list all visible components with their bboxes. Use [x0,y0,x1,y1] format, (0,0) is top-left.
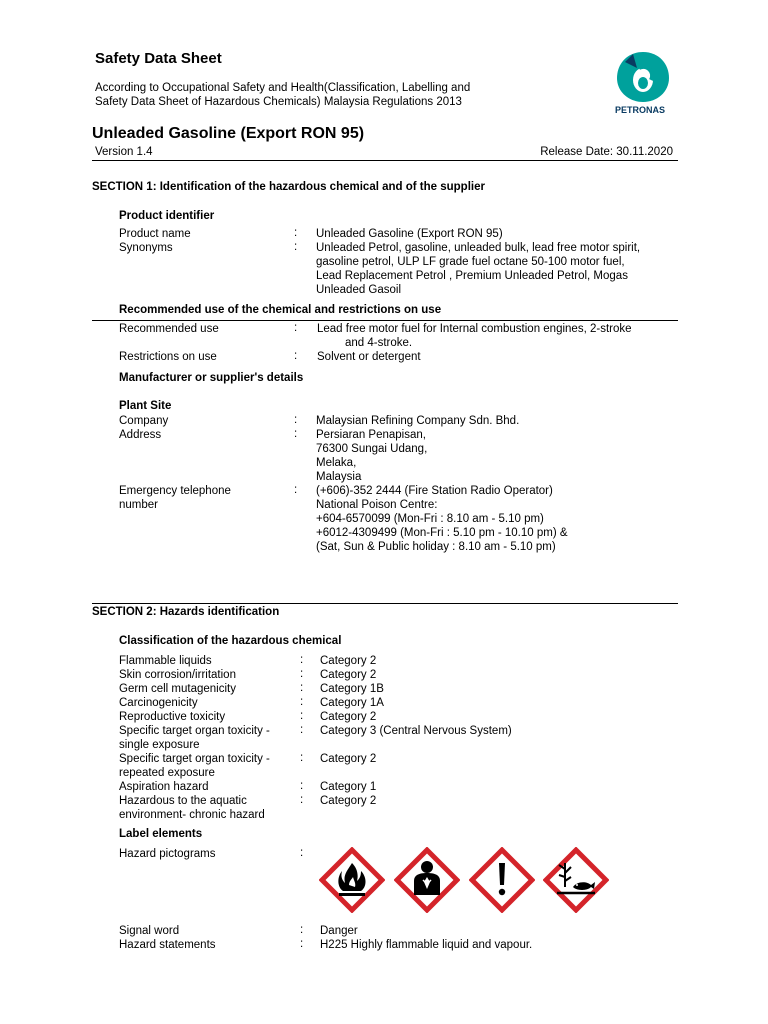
restrictions-label: Restrictions on use [119,351,217,363]
address-line: Melaka, [316,457,357,469]
colon: : [300,724,304,736]
company-label: Company [119,415,169,427]
colon: : [294,350,298,362]
emergency-line: (Sat, Sun & Public holiday : 8.10 am - 5.10 pm) [316,541,556,553]
colon: : [294,484,298,496]
colon: : [300,654,304,666]
classification-value: Category 2 [320,655,377,667]
classification-label: Skin corrosion/irritation [119,669,236,681]
synonyms-line: Lead Replacement Petrol , Premium Unleaded Petrol, Mogas [316,270,628,282]
exclamation-mark-icon [469,847,535,913]
header-divider [92,160,678,161]
classification-label: Specific target organ toxicity - [119,725,270,737]
classification-value: Category 1A [320,697,384,709]
classification-value: Category 3 (Central Nervous System) [320,725,512,737]
emergency-line: +604-6570099 (Mon-Fri : 8.10 am - 5.10 pm) [316,513,544,525]
restrictions-value: Solvent or detergent [317,351,421,363]
hazard-pictograms-label: Hazard pictograms [119,848,216,860]
synonyms-label: Synonyms [119,242,173,254]
classification-value: Category 1 [320,781,377,793]
address-line: Malaysia [316,471,362,483]
health-hazard-icon [394,847,460,913]
recommended-use-line: Lead free motor fuel for Internal combustion engines, 2-stroke [317,323,632,335]
classification-label: Aspiration hazard [119,781,209,793]
colon: : [300,794,304,806]
classification-label: environment- chronic hazard [119,809,265,821]
colon: : [294,414,298,426]
plant-site-heading: Plant Site [119,400,172,412]
emergency-line: National Poison Centre: [316,499,438,511]
product-name-label: Product name [119,228,191,240]
classification-label: Reproductive toxicity [119,711,226,723]
classification-value: Category 2 [320,711,377,723]
colon: : [300,780,304,792]
colon: : [294,428,298,440]
hazard-statement-value: H225 Highly flammable liquid and vapour. [320,939,533,951]
signal-word-value: Danger [320,925,358,937]
classification-value: Category 2 [320,753,377,765]
classification-label: repeated exposure [119,767,215,779]
intro-line-1: According to Occupational Safety and Health(Classification, Labelling and [95,82,471,94]
classification-label: Carcinogenicity [119,697,198,709]
classification-value: Category 2 [320,795,377,807]
flame-icon [319,847,385,913]
manufacturer-heading: Manufacturer or supplier's details [119,372,304,384]
colon: : [300,938,304,950]
signal-word-label: Signal word [119,925,180,937]
version: Version 1.4 [95,146,153,158]
emergency-line: +6012-4309499 (Mon-Fri : 5.10 pm - 10.10 pm) & [316,527,568,539]
classification-label: Hazardous to the aquatic [119,795,247,807]
synonyms-line: Unleaded Petrol, gasoline, unleaded bulk, lead free motor spirit, [316,242,641,254]
product-identifier-heading: Product identifier [119,210,215,222]
colon: : [300,710,304,722]
classification-label: Specific target organ toxicity - [119,753,270,765]
colon: : [300,924,304,936]
colon: : [300,668,304,680]
product-name-value: Unleaded Gasoline (Export RON 95) [316,228,503,240]
classification-heading: Classification of the hazardous chemical [119,635,342,647]
colon: : [294,241,298,253]
recommended-use-label: Recommended use [119,323,219,335]
emergency-label: number [119,499,158,511]
recommended-use-divider [92,320,678,321]
address-line: 76300 Sungai Udang, [316,443,428,455]
colon: : [294,322,298,334]
colon: : [300,752,304,764]
address-label: Address [119,429,162,441]
label-elements-heading: Label elements [119,828,203,840]
classification-label: single exposure [119,739,200,751]
environment-icon [543,847,609,913]
classification-value: Category 2 [320,669,377,681]
document-title: Unleaded Gasoline (Export RON 95) [92,125,365,142]
emergency-label: Emergency telephone [119,485,231,497]
hazard-statements-label: Hazard statements [119,939,216,951]
colon: : [300,847,304,859]
intro-line-2: Safety Data Sheet of Hazardous Chemicals) Malaysia Regulations 2013 [95,96,462,108]
address-line: Persiaran Penapisan, [316,429,426,441]
section-2-divider [92,603,678,604]
document-heading: Safety Data Sheet [95,50,222,67]
petronas-logo-text: PETRONAS [614,105,665,115]
recommended-use-heading: Recommended use of the chemical and restrictions on use [119,304,442,316]
synonyms-line: Unleaded Gasoil [316,284,402,296]
colon: : [300,696,304,708]
emergency-line: (+606)-352 2444 (Fire Station Radio Operator) [316,485,553,497]
section-2-title: SECTION 2: Hazards identification [92,606,280,618]
classification-value: Category 1B [320,683,384,695]
colon: : [294,227,298,239]
classification-label: Flammable liquids [119,655,212,667]
company-value: Malaysian Refining Company Sdn. Bhd. [316,415,520,427]
section-1-title: SECTION 1: Identification of the hazardous chemical and of the supplier [92,181,485,193]
synonyms-line: gasoline petrol, ULP LF grade fuel octane 50-100 motor fuel, [316,256,625,268]
recommended-use-line: and 4-stroke. [345,337,413,349]
release-date: Release Date: 30.11.2020 [540,146,673,158]
classification-label: Germ cell mutagenicity [119,683,236,695]
colon: : [300,682,304,694]
